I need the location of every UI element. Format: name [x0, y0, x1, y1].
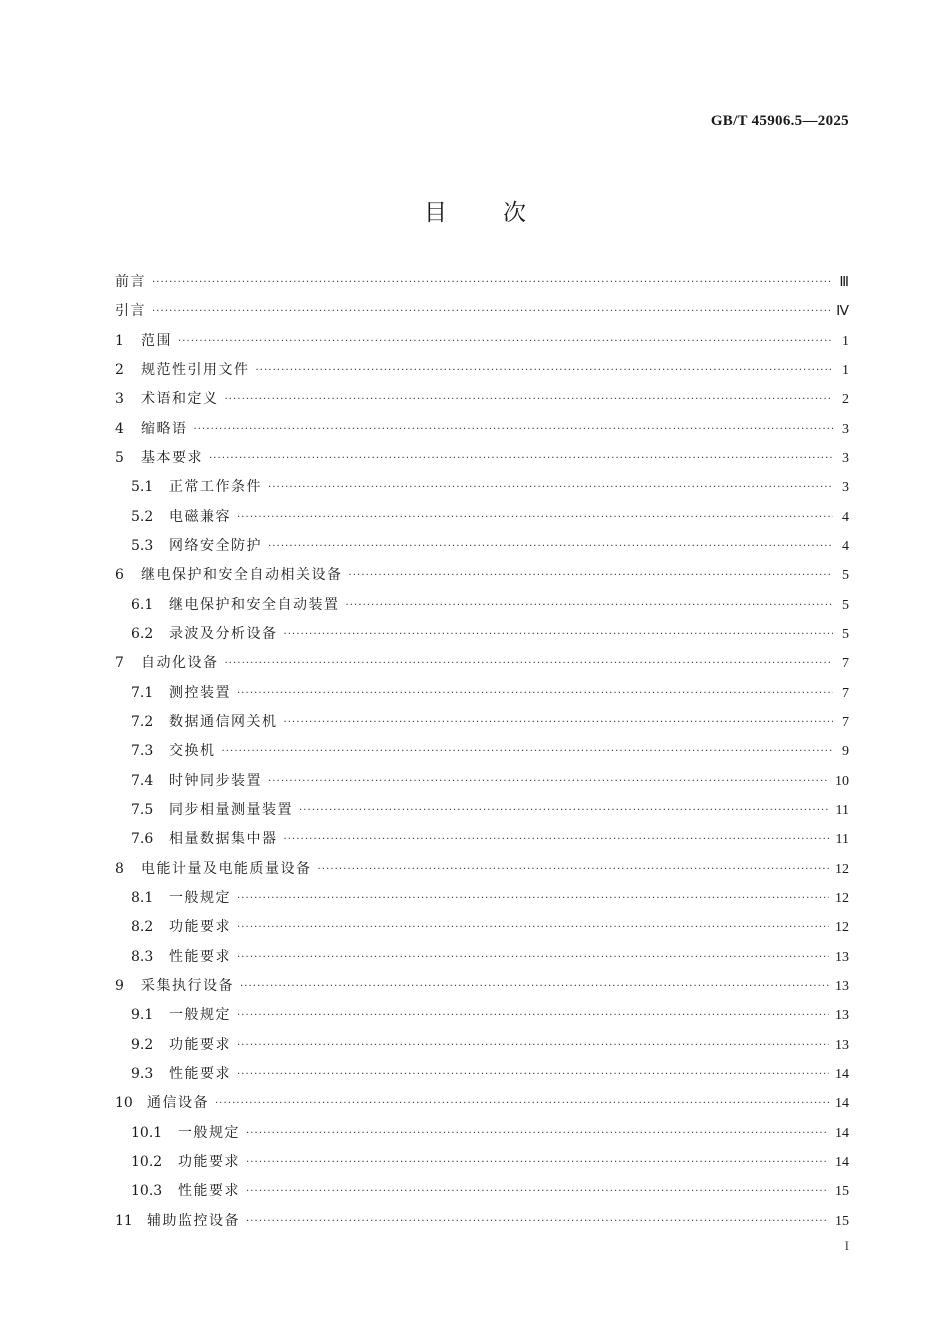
dot-leader: [209, 444, 833, 473]
toc-entry-page: 12: [835, 920, 849, 936]
toc-entry-number: 8.3: [131, 948, 154, 965]
toc-entry[interactable]: [115, 913, 849, 942]
toc-entry-page: 4: [842, 538, 849, 554]
toc-entry-label: 网络安全防护: [169, 537, 262, 554]
dot-leader: [237, 503, 833, 532]
toc-entry[interactable]: [115, 943, 849, 972]
toc-entry[interactable]: [115, 415, 849, 444]
toc-entry-page: 1: [842, 333, 849, 349]
toc-entry[interactable]: [115, 561, 849, 590]
toc-entry[interactable]: [115, 385, 849, 414]
toc-entry-page: 5: [842, 568, 849, 584]
toc-entry-label: 测控装置: [169, 684, 231, 701]
toc-entry-page: 5: [842, 626, 849, 642]
dot-leader: [246, 1177, 829, 1206]
toc-entry-page: 9: [842, 744, 849, 760]
dot-leader: [318, 855, 830, 884]
dot-leader: [284, 708, 834, 737]
toc-entry-label: 前言: [115, 274, 146, 290]
dot-leader: [178, 327, 833, 356]
toc-entry-label: 引言: [115, 303, 146, 320]
toc-entry[interactable]: [115, 268, 849, 297]
toc-entry-page: 13: [835, 1037, 849, 1053]
dot-leader: [268, 473, 833, 502]
toc-entry[interactable]: [115, 1119, 849, 1148]
toc-entry-page: 13: [835, 1008, 849, 1024]
dot-leader: [237, 913, 829, 942]
toc-entry-number: 7.4: [131, 772, 154, 789]
dot-leader: [225, 649, 834, 678]
toc-entry-label: 电磁兼容: [169, 508, 231, 525]
toc-entry-number: 8: [115, 860, 124, 877]
toc-entry-page: Ⅳ: [836, 304, 849, 320]
toc-entry-number: 6: [115, 567, 124, 584]
toc-entry-number: 9.3: [131, 1065, 154, 1082]
toc-entry-label: 功能要求: [169, 919, 231, 936]
dot-leader: [237, 943, 829, 972]
toc-entry-number: 6.1: [131, 596, 154, 613]
toc-entry-number: 7.1: [131, 684, 154, 701]
toc-entry-page: 7: [842, 656, 849, 672]
dot-leader: [225, 385, 834, 414]
toc-entry[interactable]: [115, 591, 849, 620]
toc-entry-page: 15: [835, 1213, 849, 1229]
dot-leader: [152, 297, 830, 326]
toc-entry-label: 缩略语: [141, 420, 188, 437]
toc-entry-label: 同步相量测量装置: [169, 801, 293, 818]
toc-entry-label: 功能要求: [178, 1153, 240, 1170]
toc-entry-page: 12: [835, 861, 849, 877]
toc-entry-page: 13: [835, 949, 849, 965]
toc-entry-label: 继电保护和安全自动相关设备: [141, 567, 343, 584]
toc-entry-label: 功能要求: [169, 1036, 231, 1053]
toc-entry-page: 11: [835, 832, 849, 848]
toc-entry[interactable]: [115, 327, 849, 356]
toc-entry-page: 15: [835, 1184, 849, 1200]
toc-entry-label: 性能要求: [169, 948, 231, 965]
toc-entry-number: 6.2: [131, 625, 154, 642]
toc-entry-label: 通信设备: [147, 1095, 209, 1112]
toc-entry-page: 3: [842, 421, 849, 437]
toc-entry-page: 14: [835, 1125, 849, 1141]
toc-entry-number: 10.1: [131, 1124, 163, 1141]
toc-entry[interactable]: [115, 1148, 849, 1177]
toc-entry-label: 一般规定: [178, 1124, 240, 1141]
dot-leader: [237, 1031, 829, 1060]
toc-entry[interactable]: [115, 1089, 849, 1118]
toc-entry-number: 7.3: [131, 743, 154, 760]
toc-entry-page: 4: [842, 509, 849, 525]
toc-entry[interactable]: [115, 473, 849, 502]
dot-leader: [152, 268, 833, 297]
toc-entry[interactable]: [115, 297, 849, 326]
dot-leader: [240, 972, 829, 1001]
toc-entry-page: 14: [835, 1096, 849, 1112]
toc-entry[interactable]: [115, 972, 849, 1001]
toc-entry[interactable]: [115, 825, 849, 854]
dot-leader: [349, 561, 834, 590]
toc-entry-number: 10.2: [131, 1153, 163, 1170]
toc-entry[interactable]: [115, 884, 849, 913]
toc-entry[interactable]: [115, 503, 849, 532]
toc-entry-page: 11: [835, 802, 849, 818]
toc-entry-page: 7: [842, 714, 849, 730]
toc-entry-label: 采集执行设备: [141, 977, 234, 994]
toc-entry-number: 7: [115, 655, 124, 672]
dot-leader: [237, 1060, 829, 1089]
toc-entry-page: 3: [842, 450, 849, 466]
toc-entry-label: 自动化设备: [141, 655, 219, 672]
dot-leader: [222, 737, 834, 766]
toc-entry-page: 10: [835, 773, 849, 789]
toc-entry[interactable]: [115, 767, 849, 796]
toc-entry[interactable]: [115, 620, 849, 649]
toc-entry-label: 范围: [141, 332, 172, 349]
toc-entry-page: 5: [842, 597, 849, 613]
toc-entry-label: 性能要求: [178, 1183, 240, 1200]
dot-leader: [246, 1207, 829, 1236]
toc-entry-page: 13: [835, 978, 849, 994]
toc-entry[interactable]: [115, 737, 849, 766]
toc-entry-label: 继电保护和安全自动装置: [169, 596, 340, 613]
toc-entry-number: 8.1: [131, 889, 154, 906]
toc-entry-page: 14: [835, 1154, 849, 1170]
toc-entry-page: 7: [842, 685, 849, 701]
toc-entry-number: 11: [115, 1212, 133, 1229]
toc-entry[interactable]: [115, 532, 849, 561]
toc-entry[interactable]: [115, 1060, 849, 1089]
dot-leader: [194, 415, 834, 444]
toc-entry-number: 9.2: [131, 1036, 154, 1053]
toc-entry-number: 5.2: [131, 508, 154, 525]
toc-entry-label: 术语和定义: [141, 391, 219, 408]
toc-entry-number: 1: [115, 332, 124, 349]
toc-entry[interactable]: [115, 679, 849, 708]
toc-entry-label: 数据通信网关机: [169, 713, 278, 730]
toc-entry-number: 10: [115, 1095, 133, 1112]
toc-entry-label: 交换机: [169, 743, 216, 760]
toc-entry[interactable]: [115, 356, 849, 385]
toc-entry-number: 2: [115, 361, 124, 378]
toc-entry-number: 5.3: [131, 537, 154, 554]
toc-entry-label: 相量数据集中器: [169, 831, 278, 848]
toc-list: [115, 268, 849, 1236]
toc-entry-label: 一般规定: [169, 889, 231, 906]
toc-entry[interactable]: [115, 1177, 849, 1206]
toc-entry-label: 性能要求: [169, 1065, 231, 1082]
page-title: 目次: [424, 200, 582, 226]
toc-entry-label: 电能计量及电能质量设备: [141, 860, 312, 877]
toc-entry-number: 7.6: [131, 831, 154, 848]
dot-leader: [237, 1001, 829, 1030]
toc-entry[interactable]: [115, 708, 849, 737]
page-folio: I: [844, 1238, 849, 1253]
toc-entry-label: 基本要求: [141, 449, 203, 466]
dot-leader: [215, 1089, 829, 1118]
toc-entry-number: 4: [115, 420, 124, 437]
dot-leader: [299, 796, 830, 825]
dot-leader: [256, 356, 834, 385]
dot-leader: [268, 532, 833, 561]
toc-entry[interactable]: [115, 855, 849, 884]
dot-leader: [268, 767, 829, 796]
toc-entry-page: 14: [835, 1066, 849, 1082]
toc-entry-number: 8.2: [131, 919, 154, 936]
toc-entry-page: 1: [842, 362, 849, 378]
dot-leader: [246, 1119, 829, 1148]
dot-leader: [284, 620, 834, 649]
toc-entry-label: 辅助监控设备: [147, 1212, 240, 1229]
toc-entry-number: 9: [115, 977, 124, 994]
toc-entry-page: 2: [842, 392, 849, 408]
toc-entry[interactable]: [115, 1207, 849, 1236]
toc-entry-number: 10.3: [131, 1183, 163, 1200]
toc-entry-page: 12: [835, 890, 849, 906]
toc-entry-label: 时钟同步装置: [169, 772, 262, 789]
toc-entry[interactable]: [115, 649, 849, 678]
toc-entry-number: 5: [115, 449, 124, 466]
toc-entry-number: 9.1: [131, 1007, 154, 1024]
toc-entry-page: Ⅲ: [839, 275, 849, 290]
toc-entry-label: 规范性引用文件: [141, 361, 250, 378]
toc-entry-number: 7.2: [131, 713, 154, 730]
toc-entry-label: 正常工作条件: [169, 479, 262, 496]
dot-leader: [246, 1148, 829, 1177]
dot-leader: [237, 679, 833, 708]
toc-entry-number: 3: [115, 391, 124, 408]
toc-entry-number: 5.1: [131, 479, 154, 496]
toc-entry[interactable]: [115, 444, 849, 473]
toc-entry[interactable]: [115, 1001, 849, 1030]
toc-entry[interactable]: [115, 1031, 849, 1060]
standard-number: GB/T 45906.5—2025: [710, 113, 849, 129]
toc-entry[interactable]: [115, 796, 849, 825]
dot-leader: [237, 884, 829, 913]
toc-entry-page: 3: [842, 480, 849, 496]
toc-entry-label: 一般规定: [169, 1007, 231, 1024]
dot-leader: [284, 825, 830, 854]
toc-entry-number: 7.5: [131, 801, 154, 818]
dot-leader: [346, 591, 834, 620]
toc-entry-label: 录波及分析设备: [169, 625, 278, 642]
